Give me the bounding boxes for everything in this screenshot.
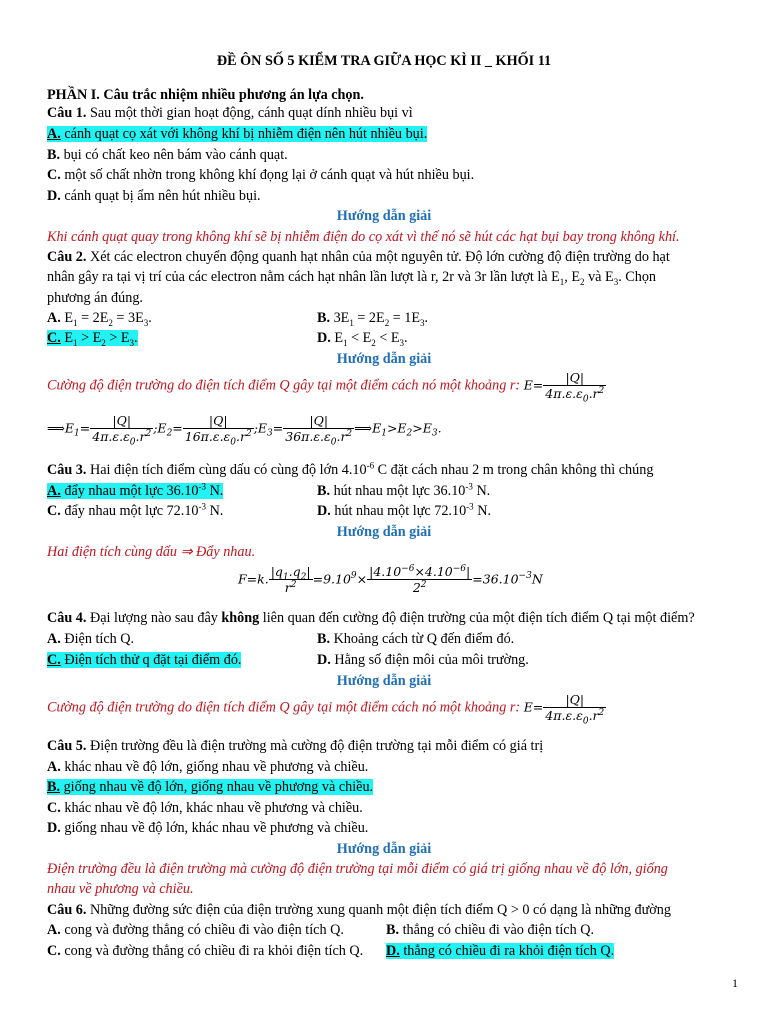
q5-solution-line2: nhau về phương và chiều. — [47, 881, 194, 897]
q1-option-a: A. cánh quạt cọ xát với không khí bị nhiễm điện nên hút nhiều bụi. — [47, 126, 428, 142]
q6-option-c: C. cong và đường thẳng có chiều đi ra khỏi điện tích Q. — [47, 943, 364, 959]
q4-solution: Cường độ điện trường do điện tích điểm Q gây tại một điểm cách nó một khoảng r: E= $\frac{|Q|}{4\pi.\varepsilon.\varepsilon_0.r^2}$ — [47, 692, 605, 727]
q6-option-a: A. cong và đường thẳng có chiều đi vào điện tích Q. — [47, 922, 344, 938]
field-ratio-chain: $⟹E_1=$ $\frac{|Q|}{4\pi.\varepsilon.\varepsilon_0.r^2}$ $;E_2=$ $\frac{|Q|}{16\pi.\varepsilon.\varepsilon_0.r^2}$ $;E_3=$ $\frac{|Q|}{36\pi.\varepsilon.\varepsilon_0.r^2}$ $⟹E_1>E_2>E_3$. — [47, 413, 442, 448]
q1-option-b: B. bụi có chất keo nên bám vào cánh quạt. — [47, 147, 288, 163]
question-4: Câu 4. Đại lượng nào sau đây không liên quan đến cường độ điện trường của một điện tích điểm Q tại một điểm? — [47, 610, 695, 626]
q3-option-d: D. hút nhau một lực $72.10^{-3}$ N. — [317, 501, 492, 519]
q3-option-a: A. đẩy nhau một lực $36.10^{-3}$ N. — [47, 481, 224, 499]
q6-option-d: D. thẳng có chiều đi ra khỏi điện tích Q. — [386, 943, 615, 959]
q3-guide-heading: Hướng dẫn giải — [336, 524, 432, 540]
q5-option-d: D. giống nhau về độ lớn, khác nhau về phương và chiều. — [47, 820, 369, 836]
q3-option-c: C. đẩy nhau một lực $72.10^{-3}$ N. — [47, 501, 224, 519]
q5-option-a: A. khác nhau về độ lớn, giống nhau về phương và chiều. — [47, 759, 369, 775]
q4-option-c: C. Điện tích thử q đặt tại điểm đó. — [47, 652, 242, 668]
q2-option-a: A. $E_1 = 2E_2 = 3E_3$. — [47, 310, 152, 328]
q5-option-b: B. giống nhau về độ lớn, giống nhau về phương và chiều. — [47, 779, 374, 795]
q1-option-c: C. một số chất nhờn trong không khí đọng lại ở cánh quạt và hút nhiều bụi. — [47, 167, 475, 183]
q4-guide-heading: Hướng dẫn giải — [336, 673, 432, 689]
q4-option-d: D. Hằng số điện môi của môi trường. — [317, 652, 529, 668]
part-heading: PHẦN I. Câu trắc nhiệm nhiều phương án lựa chọn. — [47, 87, 364, 103]
q3-solution: Hai điện tích cùng dấu ⇒ Đẩy nhau. — [47, 544, 256, 560]
q2-option-d: D. $E_1 < E_2 < E_3$. — [317, 330, 408, 348]
q5-option-c: C. khác nhau về độ lớn, khác nhau về phương và chiều. — [47, 800, 363, 816]
q4-option-b: B. Khoảng cách từ Q đến điểm đó. — [317, 631, 515, 647]
field-formula-2: E= $\frac{|Q|}{4\pi.\varepsilon.\varepsilon_0.r^2}$ — [523, 692, 605, 727]
question-2-line3: phương án đúng. — [47, 290, 143, 306]
q5-guide-heading: Hướng dẫn giải — [336, 841, 432, 857]
page-title: ĐỀ ÔN SỐ 5 KIỂM TRA GIỮA HỌC KÌ II _ KHỐI 11 — [216, 53, 552, 69]
q2-option-c: C. $E_1 > E_2 > E_3$. — [47, 330, 138, 348]
q1-option-d: D. cánh quạt bị ẩm nên hút nhiều bụi. — [47, 188, 261, 204]
question-2-line2: nhân gây ra tại vị trí của các electron nằm cách hạt nhân lần lượt là r, 2r và 3r lần lượt là $E_1$, $E_2$ và $E_3$. Chọn — [47, 269, 657, 287]
q2-option-b: B. $3E_1 = 2E_2 = 1E_3$. — [317, 310, 429, 328]
field-formula: E= $\frac{|Q|}{4\pi.\varepsilon.\varepsilon_0.r^2}$ — [523, 370, 605, 405]
q1-solution: Khi cánh quạt quay trong không khí sẽ bị nhiễm điện do cọ xát vì thế nó sẽ hút các hạt bụi bay trong không khí. — [47, 229, 680, 245]
question-3: Câu 3. Hai điện tích điểm cùng dấu có cùng độ lớn $4.10^{-6}$ C đặt cách nhau 2 m trong chân không thì chúng — [47, 460, 654, 478]
coulomb-formula: F=k. $\frac{|q_1.q_2|}{r^2}$ $=9.10^9\times$ $\frac{|4.10^{-6}\times 4.10^{-6}|}{2^2}$ $=36.10^{-3}N$ — [238, 563, 543, 595]
q6-option-b: B. thẳng có chiều đi vào điện tích Q. — [386, 922, 595, 938]
q2-solution: Cường độ điện trường do điện tích điểm Q gây tại một điểm cách nó một khoảng r: E= $\frac{|Q|}{4\pi.\varepsilon.\varepsilon_0.r^2}$ — [47, 370, 605, 405]
q1-guide-heading: Hướng dẫn giải — [336, 208, 432, 224]
question-1: Câu 1. Sau một thời gian hoạt động, cánh quạt dính nhiều bụi vì — [47, 105, 413, 121]
question-2: Câu 2. Xét các electron chuyển động quanh hạt nhân của một nguyên tử. Độ lớn cường độ điện trường do hạt — [47, 249, 670, 265]
q4-option-a: A. Điện tích Q. — [47, 631, 135, 647]
question-6: Câu 6. Những đường sức điện của điện trường xung quanh một điện tích điểm Q > 0 có dạng là những đường — [47, 902, 671, 918]
q5-solution-line1: Điện trường đều là điện trường mà cường độ điện trường tại mỗi điểm có giá trị giống nhau về độ lớn, giống — [47, 861, 668, 877]
q3-option-b: B. hút nhau một lực $36.10^{-3}$ N. — [317, 481, 491, 499]
page-number: 1 — [732, 976, 738, 990]
q2-guide-heading: Hướng dẫn giải — [336, 351, 432, 367]
question-5: Câu 5. Điện trường đều là điện trường mà cường độ điện trường tại mỗi điểm có giá trị — [47, 738, 544, 754]
